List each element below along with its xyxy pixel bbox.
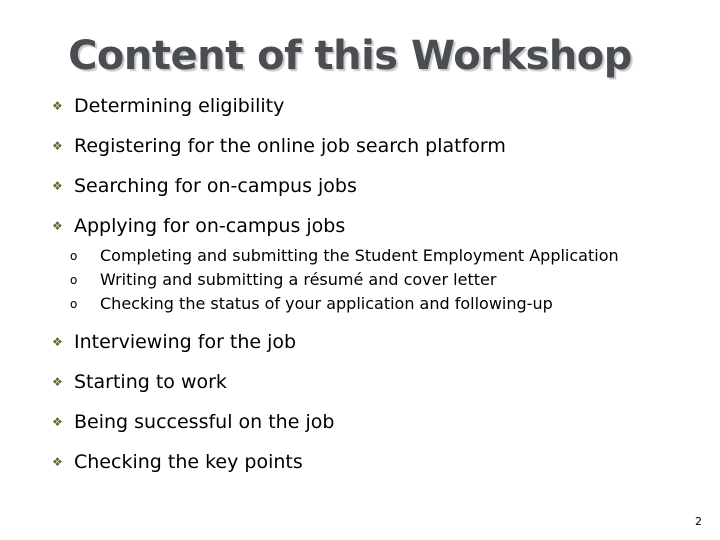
bullet-text: Determining eligibility (74, 95, 285, 117)
hollow-circle-bullet-icon: o (70, 297, 78, 311)
bullet-item (52, 450, 303, 474)
bullet-item (52, 134, 506, 158)
diamond-bullet-icon: ❖ (52, 139, 63, 153)
diamond-bullet-icon: ❖ (52, 375, 63, 389)
bullet-item (52, 94, 284, 118)
hollow-circle-bullet-icon: o (70, 273, 78, 287)
bullet-text: Registering for the online job search platform (74, 135, 506, 157)
diamond-bullet-icon: ❖ (52, 415, 63, 429)
diamond-bullet-icon: ❖ (52, 455, 63, 469)
diamond-bullet-icon: ❖ (52, 99, 63, 113)
sub-bullet-text: Checking the status of your application and following-up (100, 294, 553, 313)
diamond-bullet-icon: ❖ (52, 335, 63, 349)
sub-bullet-text: Completing and submitting the Student Employment Application (100, 246, 619, 265)
bullet-text: Interviewing for the job (74, 331, 297, 353)
hollow-circle-bullet-icon: o (70, 249, 78, 263)
sub-bullet-item (70, 245, 619, 267)
page-number: 2 (695, 515, 702, 528)
bullet-item (52, 370, 227, 394)
diamond-bullet-icon: ❖ (52, 179, 63, 193)
bullet-item (52, 330, 296, 354)
bullet-text: Applying for on-campus jobs (74, 215, 346, 237)
sub-bullet-item (70, 293, 553, 315)
sub-bullet-text: Writing and submitting a résumé and cover letter (100, 270, 497, 289)
bullet-item (52, 214, 345, 238)
bullet-item (52, 174, 357, 198)
bullet-text: Checking the key points (74, 451, 303, 473)
bullet-text: Being successful on the job (74, 411, 335, 433)
diamond-bullet-icon: ❖ (52, 219, 63, 233)
bullet-text: Searching for on-campus jobs (74, 175, 357, 197)
sub-bullet-item (70, 269, 496, 291)
bullet-text: Starting to work (74, 371, 227, 393)
bullet-item (52, 410, 334, 434)
slide-title: Content of this Workshop (68, 33, 632, 79)
